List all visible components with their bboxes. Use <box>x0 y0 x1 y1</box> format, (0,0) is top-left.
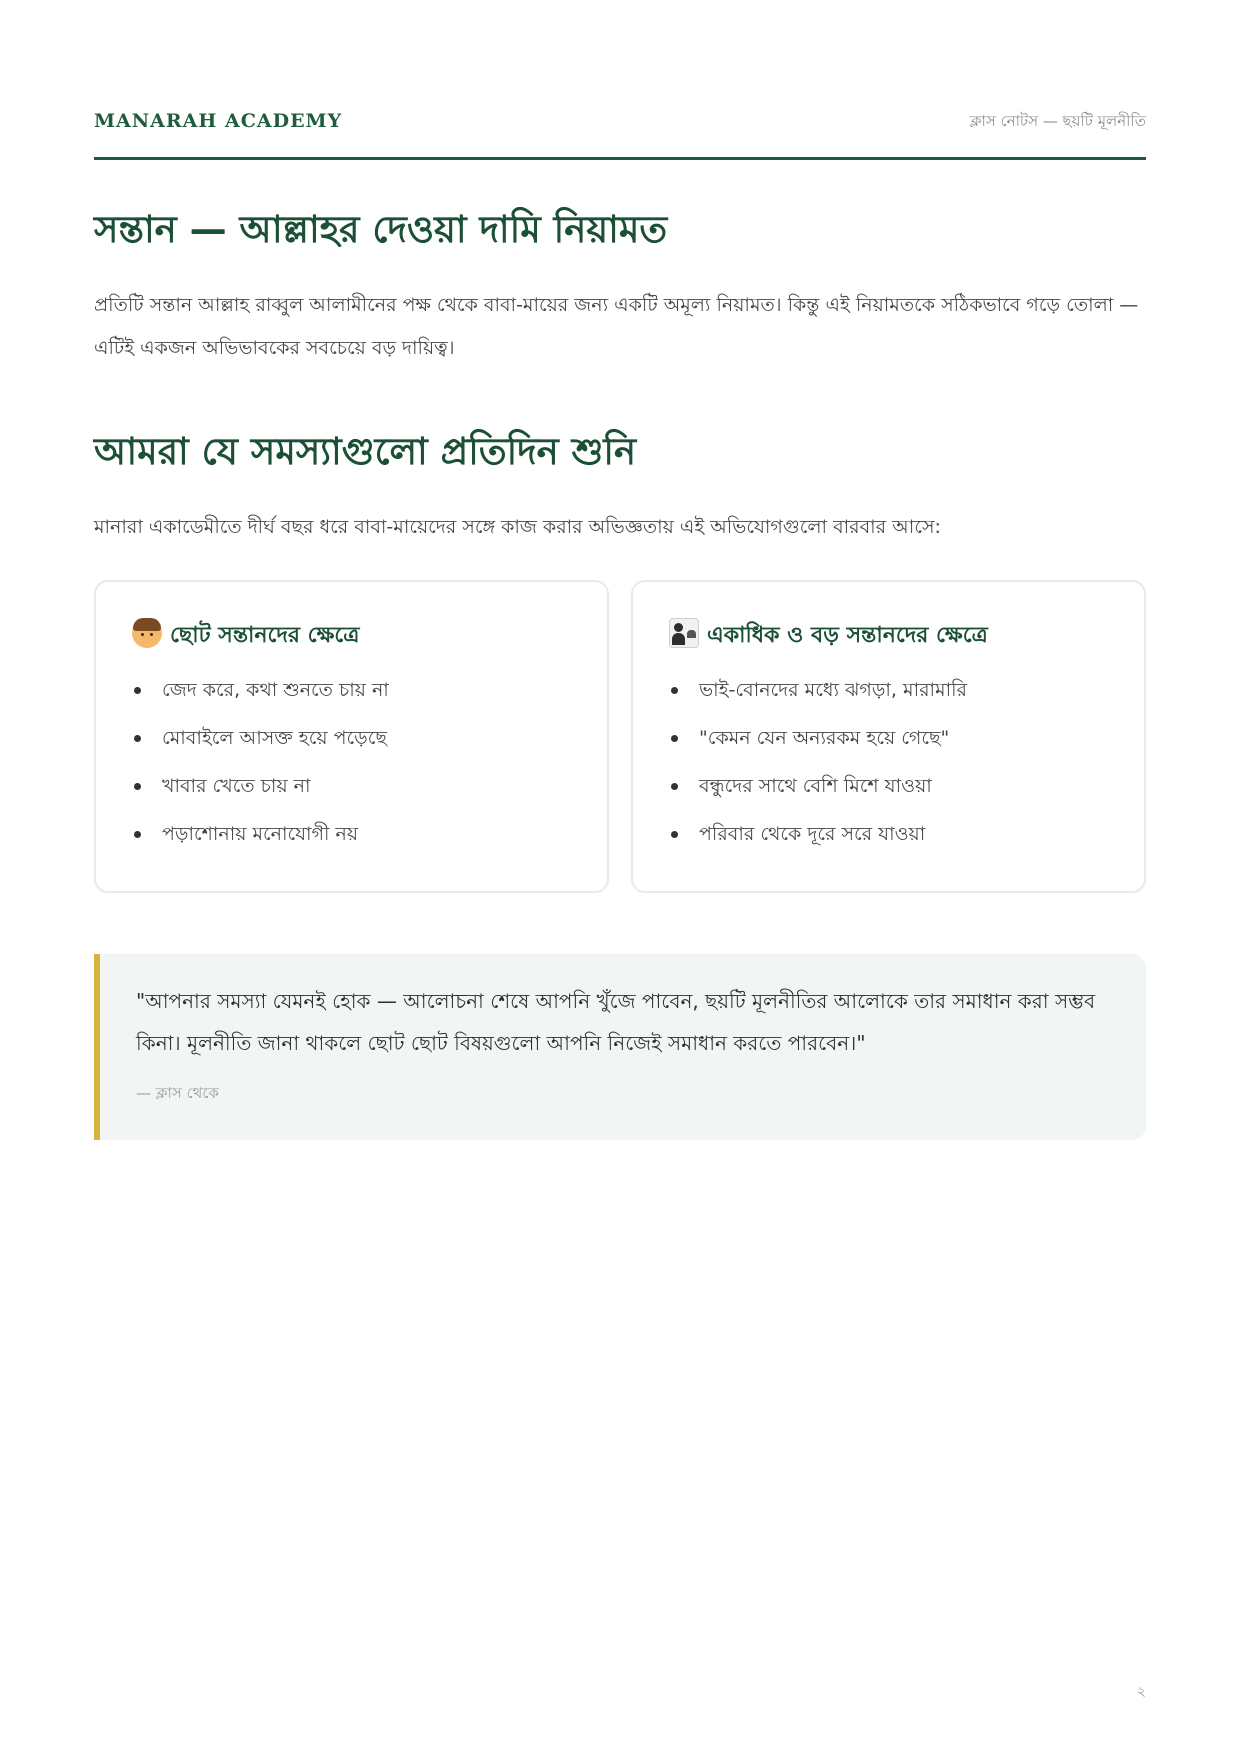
quote-block <box>94 954 1146 1140</box>
older-children-list <box>669 678 967 870</box>
list-item: পড়াশোনায় মনোযোগী নয় <box>132 822 389 870</box>
quote-text: "আপনার সমস্যা যেমনই হোক — আলোচনা শেষে আপনি খুঁজে পাবেন, ছয়টি মূলনীতির আলোকে তার সমাধান করা সম্ভব কিনা। মূলনীতি জানা থাকলে ছোট ছোট বিষয়গুলো আপনি নিজেই সমাধান করতে পারবেন।" <box>136 989 1096 1055</box>
brand-name: MANARAH ACADEMY <box>94 110 343 132</box>
document-page <box>94 0 1146 1754</box>
young-children-card-title <box>132 618 359 655</box>
young-children-card-title-text: ছোট সন্তানদের ক্ষেত্রে <box>170 623 360 648</box>
young-children-list <box>132 678 389 870</box>
list-item: খাবার খেতে চায় না <box>132 774 389 822</box>
page-number: ২ <box>1136 1684 1146 1700</box>
intro-paragraph: প্রতিটি সন্তান আল্লাহ রাব্বুল আলামীনের পক্ষ থেকে বাবা-মায়ের জন্য একটি অমূল্য নিয়ামত। কিন্তু এই নিয়ামতকে সঠিকভাবে গড়ে তোলা — এটিই একজন অভিভাবকের সবচেয়ে বড় দায়িত্ব। <box>94 294 1139 359</box>
problems-title: আমরা যে সমস্যাগুলো প্রতিদিন শুনি <box>94 430 637 473</box>
list-item: বন্ধুদের সাথে বেশি মিশে যাওয়া <box>669 774 967 822</box>
older-children-card <box>631 580 1146 893</box>
main-title: সন্তান — আল্লাহর দেওয়া দামি নিয়ামত <box>94 208 668 251</box>
list-item: মোবাইলে আসক্ত হয়ে পড়েছে <box>132 726 389 774</box>
quote-source: — ক্লাস থেকে <box>136 1084 219 1102</box>
header-note: ক্লাস নোটস — ছয়টি মূলনীতি <box>969 112 1146 130</box>
list-item: "কেমন যেন অন্যরকম হয়ে গেছে" <box>669 726 967 774</box>
older-children-card-title <box>669 618 988 655</box>
page-header <box>94 104 1146 160</box>
teacher-icon <box>669 618 699 648</box>
problems-lead: মানারা একাডেমীতে দীর্ঘ বছর ধরে বাবা-মায়েদের সঙ্গে কাজ করার অভিজ্ঞতায় এই অভিযোগগুলো বারবার আসে: <box>94 516 941 538</box>
young-children-card <box>94 580 609 893</box>
list-item: জেদ করে, কথা শুনতে চায় না <box>132 678 389 726</box>
list-item: ভাই-বোনদের মধ্যে ঝগড়া, মারামারি <box>669 678 967 726</box>
list-item: পরিবার থেকে দূরে সরে যাওয়া <box>669 822 967 870</box>
older-children-card-title-text: একাধিক ও বড় সন্তানদের ক্ষেত্রে <box>707 623 988 648</box>
child-icon <box>132 618 162 648</box>
